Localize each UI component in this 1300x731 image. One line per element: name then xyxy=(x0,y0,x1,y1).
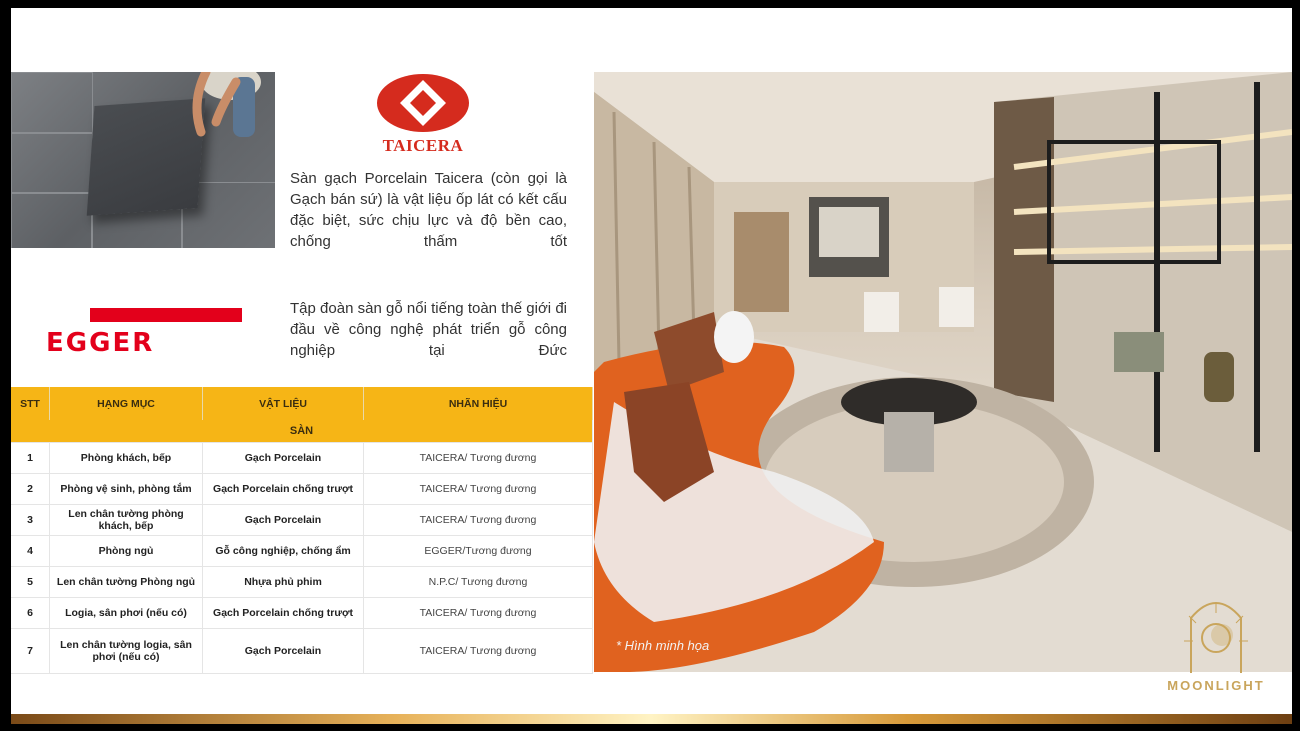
row-brand: TAICERA/ Tương đương xyxy=(364,505,593,536)
taicera-logo-text: TAICERA xyxy=(382,136,464,155)
row-stt: 7 xyxy=(11,629,50,674)
row-material: Gạch Porcelain chống trượt xyxy=(203,598,364,629)
row-category: Phòng vệ sinh, phòng tắm xyxy=(50,474,203,505)
taicera-description: Sàn gạch Porcelain Taicera (còn gọi là Gạch bán sứ) là vật liệu ốp lát có kết cấu đặc biệt, sức chịu lực và độ bền cao, chống thấm tốt xyxy=(290,170,567,250)
living-room-illustration xyxy=(594,72,1292,672)
row-material: Gỗ công nghiệp, chống ẩm xyxy=(203,536,364,567)
table-section-row xyxy=(11,420,593,443)
moonlight-emblem-icon xyxy=(1151,583,1281,678)
egger-description: Tập đoàn sàn gỗ nổi tiếng toàn thế giới đi đầu về công nghệ phát triển gỗ công nghiệp tại Đức xyxy=(290,300,567,359)
header-brand: NHÃN HIỆU xyxy=(364,387,593,420)
row-category: Len chân tường Phòng ngủ xyxy=(50,567,203,598)
slide xyxy=(11,8,1292,724)
row-stt: 1 xyxy=(11,443,50,474)
row-stt: 4 xyxy=(11,536,50,567)
table-row xyxy=(11,629,593,674)
egger-logo xyxy=(46,308,242,358)
moonlight-logo xyxy=(1151,583,1281,713)
egger-logo-text: EGGER xyxy=(46,328,155,358)
header-category: HẠNG MỤC xyxy=(50,387,203,420)
row-material: Gạch Porcelain chống trượt xyxy=(203,474,364,505)
row-stt: 3 xyxy=(11,505,50,536)
taicera-logo xyxy=(368,72,478,162)
row-brand: TAICERA/ Tương đương xyxy=(364,474,593,505)
table-row xyxy=(11,567,593,598)
header-stt: STT xyxy=(11,387,50,420)
row-category: Logia, sân phơi (nếu có) xyxy=(50,598,203,629)
table-row xyxy=(11,505,593,536)
row-brand: TAICERA/ Tương đương xyxy=(364,443,593,474)
table-row xyxy=(11,443,593,474)
row-brand: TAICERA/ Tương đương xyxy=(364,598,593,629)
table-row xyxy=(11,536,593,567)
row-stt: 5 xyxy=(11,567,50,598)
materials-table xyxy=(11,387,593,674)
row-material: Gạch Porcelain xyxy=(203,443,364,474)
section-label: SÀN xyxy=(11,420,593,443)
row-category: Len chân tường logia, sân phơi (nếu có) xyxy=(50,629,203,674)
row-material: Nhựa phủ phim xyxy=(203,567,364,598)
row-brand: EGGER/Tương đương xyxy=(364,536,593,567)
row-category: Phòng ngủ xyxy=(50,536,203,567)
floor-installation-photo xyxy=(11,72,275,248)
row-material: Gạch Porcelain xyxy=(203,505,364,536)
table-row xyxy=(11,474,593,505)
table-header-row xyxy=(11,387,593,420)
table-row xyxy=(11,598,593,629)
moonlight-logo-text: MOONLIGHT xyxy=(1167,678,1265,693)
row-category: Phòng khách, bếp xyxy=(50,443,203,474)
taicera-emblem-icon xyxy=(368,72,478,134)
row-material: Gạch Porcelain xyxy=(203,629,364,674)
footer-gold-bar xyxy=(11,714,1292,724)
row-stt: 2 xyxy=(11,474,50,505)
row-brand: N.P.C/ Tương đương xyxy=(364,567,593,598)
row-stt: 6 xyxy=(11,598,50,629)
row-category: Len chân tường phòng khách, bếp xyxy=(50,505,203,536)
row-brand: TAICERA/ Tương đương xyxy=(364,629,593,674)
image-caption: * Hình minh họa xyxy=(616,638,710,653)
header-material: VẬT LIỆU xyxy=(203,387,364,420)
